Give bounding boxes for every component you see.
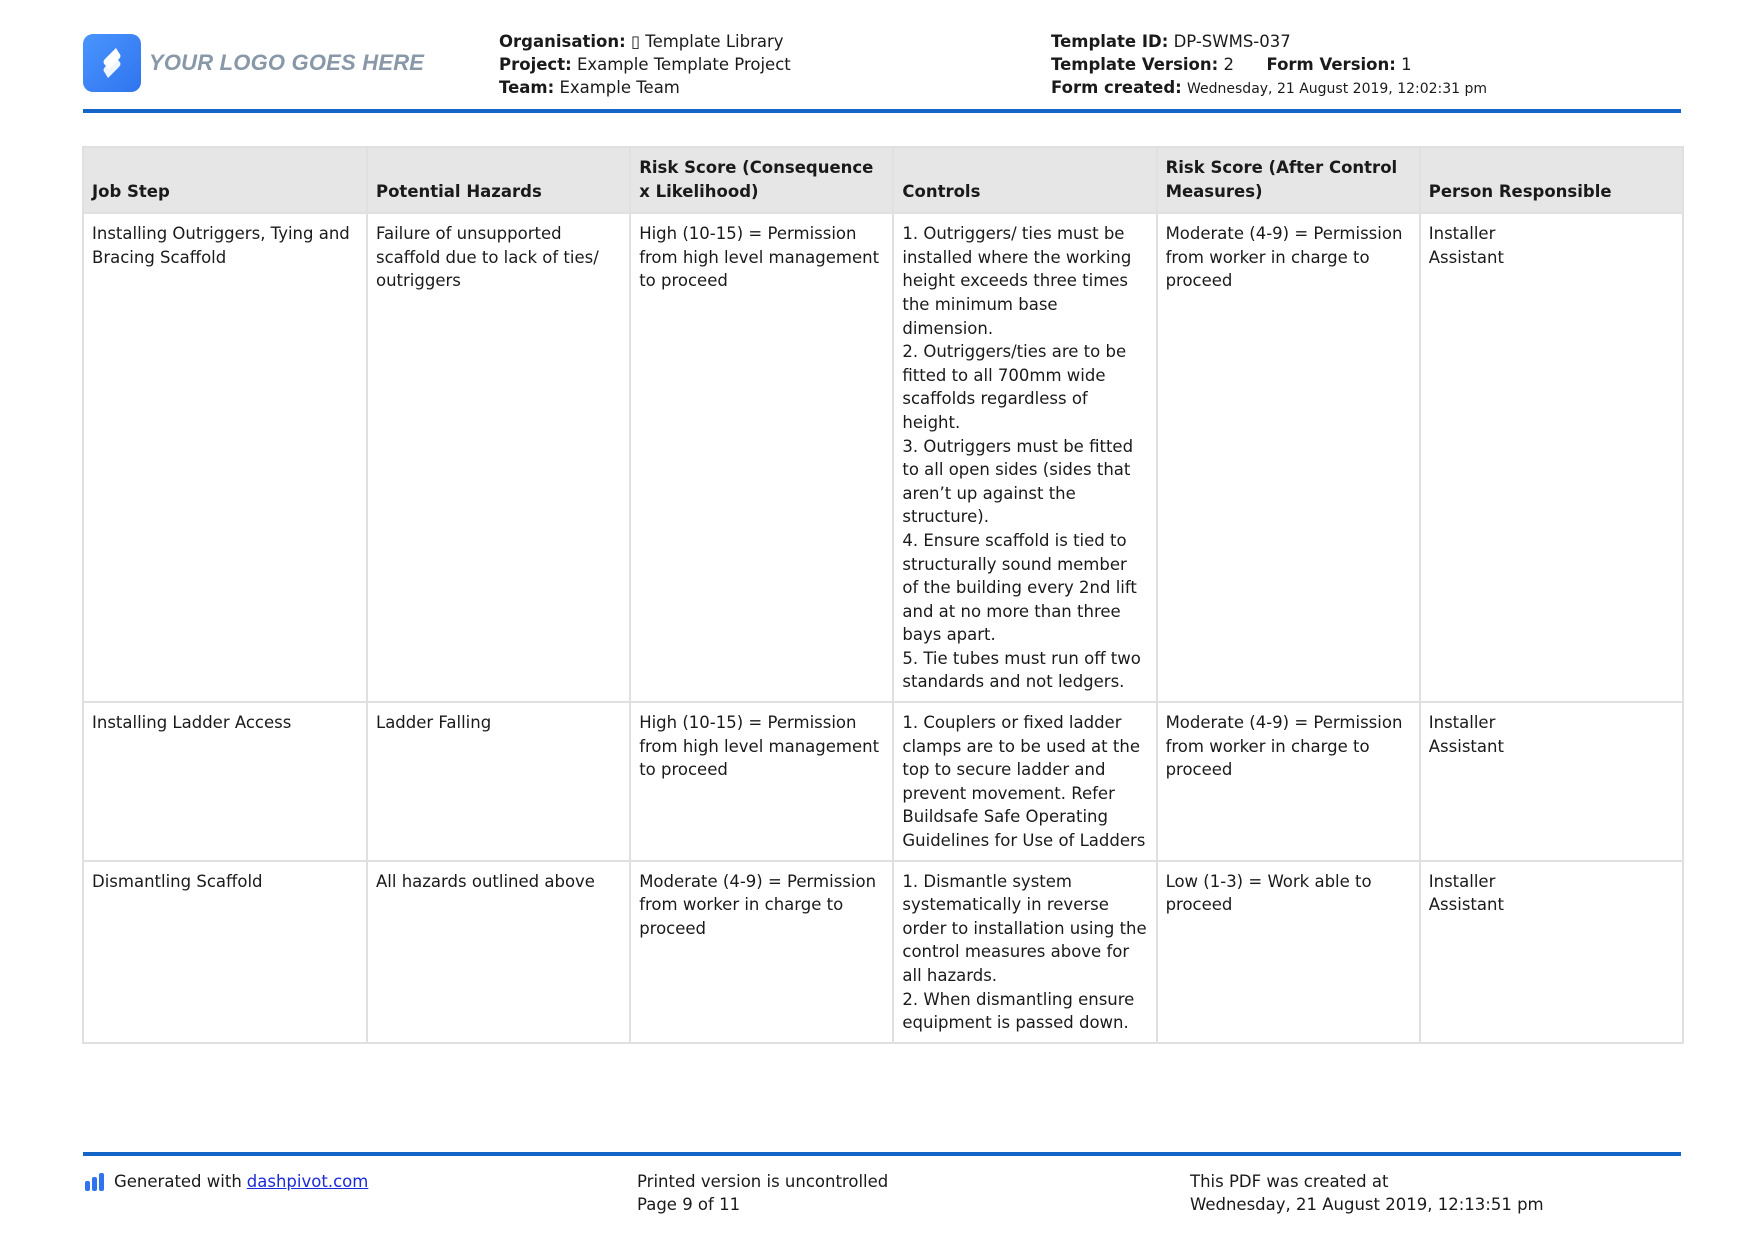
project-value: Example Template Project (576, 55, 791, 74)
control-item: 1. Couplers or fixed ladder clamps are to be used at the top to secure ladder and prevent movement. Refer Buildsafe Safe Operating Guidelines for Use of Ladders (902, 713, 1146, 851)
table-row (83, 861, 1683, 1043)
team-label: Team: (499, 78, 555, 97)
template-info (1051, 30, 1487, 101)
control-item: 1. Dismantle system systematically in reverse order to installation using the control measures above for all hazards. (902, 871, 1147, 985)
risk-table-container (82, 146, 1684, 1044)
column-header-risk-after: Risk Score (After Control Measures) (1157, 147, 1420, 213)
job-step-cell: Installing Ladder Access (83, 702, 367, 861)
person-cell (1420, 861, 1683, 1043)
printed-notice: Printed version is uncontrolled (637, 1172, 889, 1191)
job-step-cell: Installing Outriggers, Tying and Bracing Scaffold (83, 213, 367, 702)
controls-cell (893, 213, 1156, 702)
person-item: Installer (1428, 224, 1496, 244)
hazards-cell: All hazards outlined above (367, 861, 630, 1043)
organisation-info (499, 30, 791, 99)
person-item: Installer (1428, 871, 1496, 891)
column-header-hazards: Potential Hazards (367, 147, 630, 213)
generated-with (85, 1170, 368, 1193)
logo-text: YOUR LOGO GOES HERE (149, 50, 425, 75)
template-id-value: DP-SWMS-037 (1173, 32, 1291, 51)
hazards-cell: Failure of unsupported scaffold due to lack of ties/ outriggers (367, 213, 630, 702)
controls-cell (893, 702, 1156, 861)
form-created-line (1051, 76, 1487, 101)
header-divider (83, 109, 1681, 113)
version-line (1051, 53, 1487, 76)
form-version-label: Form Version: (1266, 55, 1396, 74)
project-line (499, 53, 791, 76)
risk-after-cell: Moderate (4-9) = Permission from worker in charge to proceed (1157, 702, 1420, 861)
page-header (83, 30, 1681, 112)
control-item: 4. Ensure scaffold is tied to structurally sound member of the building every 2nd lift and at no more than three bays apart. (902, 530, 1137, 645)
column-header-risk-before: Risk Score (Consequence x Likelihood) (630, 147, 893, 213)
table-header-row (83, 147, 1683, 213)
organisation-icon: ▯ (630, 32, 641, 51)
footer-divider (83, 1152, 1681, 1156)
column-header-controls: Controls (893, 147, 1156, 213)
team-line (499, 76, 791, 99)
risk-after-cell: Moderate (4-9) = Permission from worker in charge to proceed (1157, 213, 1420, 702)
logo-icon (83, 34, 141, 92)
control-item: 2. Outriggers/ties are to be fitted to all 700mm wide scaffolds regardless of height. (902, 342, 1127, 432)
risk-after-cell: Low (1-3) = Work able to proceed (1157, 861, 1420, 1043)
project-label: Project: (499, 55, 572, 74)
hazards-cell: Ladder Falling (367, 702, 630, 861)
page-number: Page 9 of 11 (637, 1195, 741, 1214)
risk-assessment-table (82, 146, 1684, 1044)
risk-before-cell: High (10-15) = Permission from high level management to proceed (630, 213, 893, 702)
template-id-line (1051, 30, 1487, 53)
control-item: 1. Outriggers/ ties must be installed where the working height exceeds three times the minimum base dimension. (902, 224, 1132, 338)
person-item: Assistant (1428, 895, 1504, 915)
person-item: Assistant (1428, 247, 1504, 267)
table-row (83, 702, 1683, 861)
organisation-label: Organisation: (499, 32, 626, 51)
template-version-value: 2 (1223, 55, 1234, 74)
pdf-created-label: This PDF was created at (1190, 1172, 1389, 1191)
control-item: 2. When dismantling ensure equipment is passed down. (902, 989, 1135, 1033)
organisation-value: Template Library (645, 32, 784, 51)
form-version-value: 1 (1401, 55, 1412, 74)
person-item: Assistant (1428, 736, 1504, 756)
risk-before-cell: Moderate (4-9) = Permission from worker in charge to proceed (630, 861, 893, 1043)
person-item: Installer (1428, 713, 1496, 733)
controls-cell (893, 861, 1156, 1043)
pdf-created-value: Wednesday, 21 August 2019, 12:13:51 pm (1190, 1195, 1544, 1214)
dashpivot-link[interactable]: dashpivot.com (246, 1172, 369, 1191)
person-cell (1420, 213, 1683, 702)
company-logo (83, 34, 424, 92)
pdf-created-info (1190, 1170, 1544, 1216)
template-id-label: Template ID: (1051, 32, 1169, 51)
person-cell (1420, 702, 1683, 861)
table-row (83, 213, 1683, 702)
form-created-value: Wednesday, 21 August 2019, 12:02:31 pm (1187, 81, 1488, 97)
generated-prefix: Generated with (114, 1172, 242, 1191)
control-item: 5. Tie tubes must run off two standards and not ledgers. (902, 648, 1141, 692)
team-value: Example Team (559, 78, 680, 97)
template-version-label: Template Version: (1051, 55, 1219, 74)
column-header-person: Person Responsible (1420, 147, 1683, 213)
dashpivot-bars-icon (85, 1173, 106, 1191)
print-notice (637, 1170, 888, 1216)
risk-before-cell: High (10-15) = Permission from high level management to proceed (630, 702, 893, 861)
job-step-cell: Dismantling Scaffold (83, 861, 367, 1043)
control-item: 3. Outriggers must be fitted to all open sides (sides that aren’t up against the structure). (902, 436, 1134, 527)
form-created-label: Form created: (1051, 78, 1182, 97)
column-header-job-step: Job Step (83, 147, 367, 213)
organisation-line (499, 30, 791, 53)
